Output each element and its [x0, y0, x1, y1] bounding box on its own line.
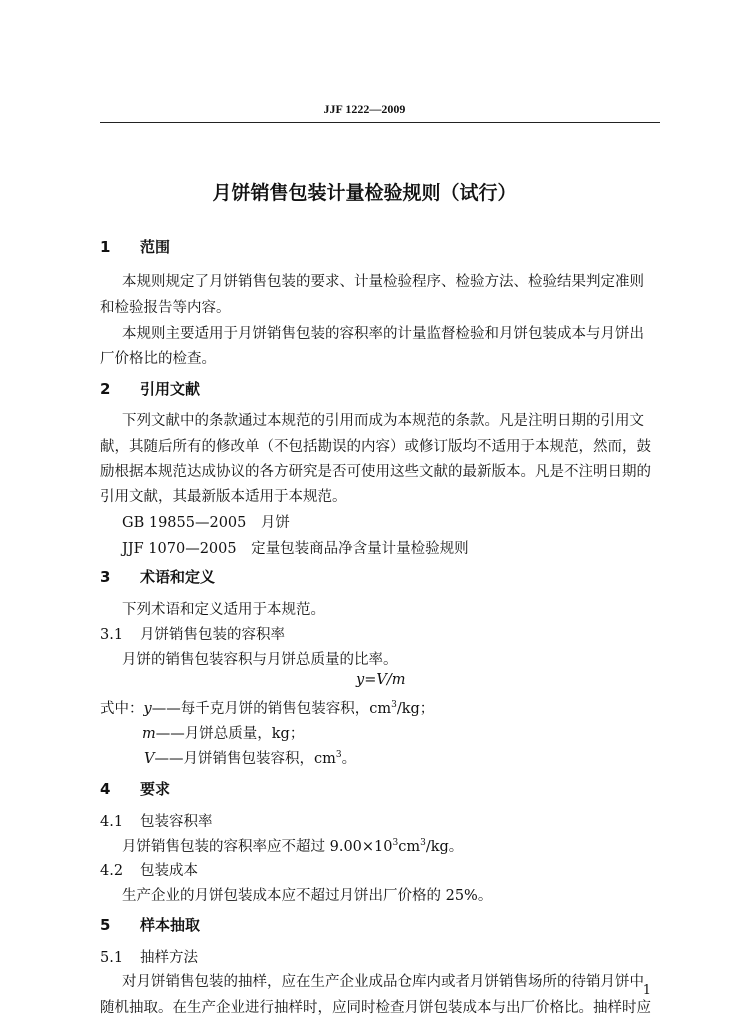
paragraph-line: 献，其随后所有的修改单（不包括勘误的内容）或修订版均不适用于本规范，然而，鼓	[100, 439, 651, 455]
section-title: 要求	[140, 780, 171, 798]
formula: y=V/m	[356, 672, 406, 688]
variable-definition-v: V——月饼销售包装容积，$cm^3$。	[144, 750, 357, 767]
subsection-4-1-heading	[100, 810, 213, 831]
section-3-heading	[100, 566, 215, 587]
section-title: 引用文献	[140, 380, 201, 398]
running-header: JJF 1222—2009	[323, 102, 406, 116]
section-5-heading	[100, 914, 200, 935]
section-title: 样本抽取	[140, 916, 201, 934]
section-number: 1	[100, 238, 111, 256]
variable-definition-y: 式中：y——每千克月饼的销售包装容积，$cm^3/kg$；	[100, 700, 435, 717]
paragraph-line: 下列文献中的条款通过本规范的引用而成为本规范的条款。凡是注明日期的引用文	[122, 413, 644, 429]
subsection-number: 3.1	[100, 627, 124, 643]
reference-item: GB 19855—2005 月饼	[122, 515, 290, 531]
definition-text: 月饼的销售包装容积与月饼总质量的比率。	[122, 652, 398, 668]
section-4-heading	[100, 778, 170, 799]
section-number: 5	[100, 916, 111, 934]
paragraph-line: 下列术语和定义适用于本规范。	[122, 602, 325, 618]
subsection-title: 包装容积率	[140, 814, 213, 830]
paragraph-line: 引用文献，其最新版本适用于本规范。	[100, 489, 347, 505]
variable-symbol: y	[143, 701, 152, 717]
section-2-heading	[100, 378, 200, 399]
variable-symbol: m	[142, 726, 156, 742]
paragraph-line: 和检验报告等内容。	[100, 300, 231, 316]
reference-item: JJF 1070—2005 定量包装商品净含量计量检验规则	[122, 541, 469, 557]
subsection-5-1-heading	[100, 946, 198, 967]
page-number: 1	[642, 983, 651, 998]
subsection-title: 包装成本	[140, 863, 198, 879]
paragraph-line: 随机抽取。在生产企业进行抽样时，应同时检查月饼包装成本与出厂价格比。抽样时应	[100, 1000, 651, 1016]
paragraph-line: 本规则主要适用于月饼销售包装的容积率的计量监督检验和月饼包装成本与月饼出	[122, 326, 644, 342]
paragraph-line: 励根据本规范达成协议的各方研究是否可使用这些文献的最新版本。凡是不注明日期的	[100, 464, 651, 480]
section-number: 2	[100, 380, 111, 398]
page-title: 月饼销售包装计量检验规则（试行）	[212, 182, 517, 204]
paragraph-line: 本规则规定了月饼销售包装的要求、计量检验程序、检验方法、检验结果判定准则	[122, 274, 644, 290]
section-number: 3	[100, 568, 111, 586]
requirement-text: 月饼销售包装的容积率应不超过 $9.00\times 10^3cm^3/kg$。	[122, 838, 464, 855]
requirement-text: 生产企业的月饼包装成本应不超过月饼出厂价格的 25%。	[122, 888, 493, 904]
subsection-number: 5.1	[100, 950, 124, 966]
paragraph-line: 对月饼销售包装的抽样，应在生产企业成品仓库内或者月饼销售场所的待销月饼中	[122, 974, 644, 990]
subsection-number: 4.2	[100, 863, 124, 879]
section-number: 4	[100, 780, 111, 798]
subsection-title: 抽样方法	[140, 950, 198, 966]
section-1-heading	[100, 236, 170, 257]
section-title: 范围	[140, 238, 171, 256]
subsection-number: 4.1	[100, 814, 124, 830]
variable-symbol: V	[144, 751, 155, 767]
where-label: 式中：	[100, 701, 144, 717]
variable-definition-m: m——月饼总质量，kg；	[142, 726, 305, 742]
subsection-title: 月饼销售包装的容积率	[140, 627, 285, 643]
section-title: 术语和定义	[140, 568, 216, 586]
subsection-3-1-heading	[100, 623, 285, 644]
header-rule	[100, 122, 660, 123]
paragraph-line: 厂价格比的检查。	[100, 351, 216, 367]
subsection-4-2-heading	[100, 859, 198, 880]
